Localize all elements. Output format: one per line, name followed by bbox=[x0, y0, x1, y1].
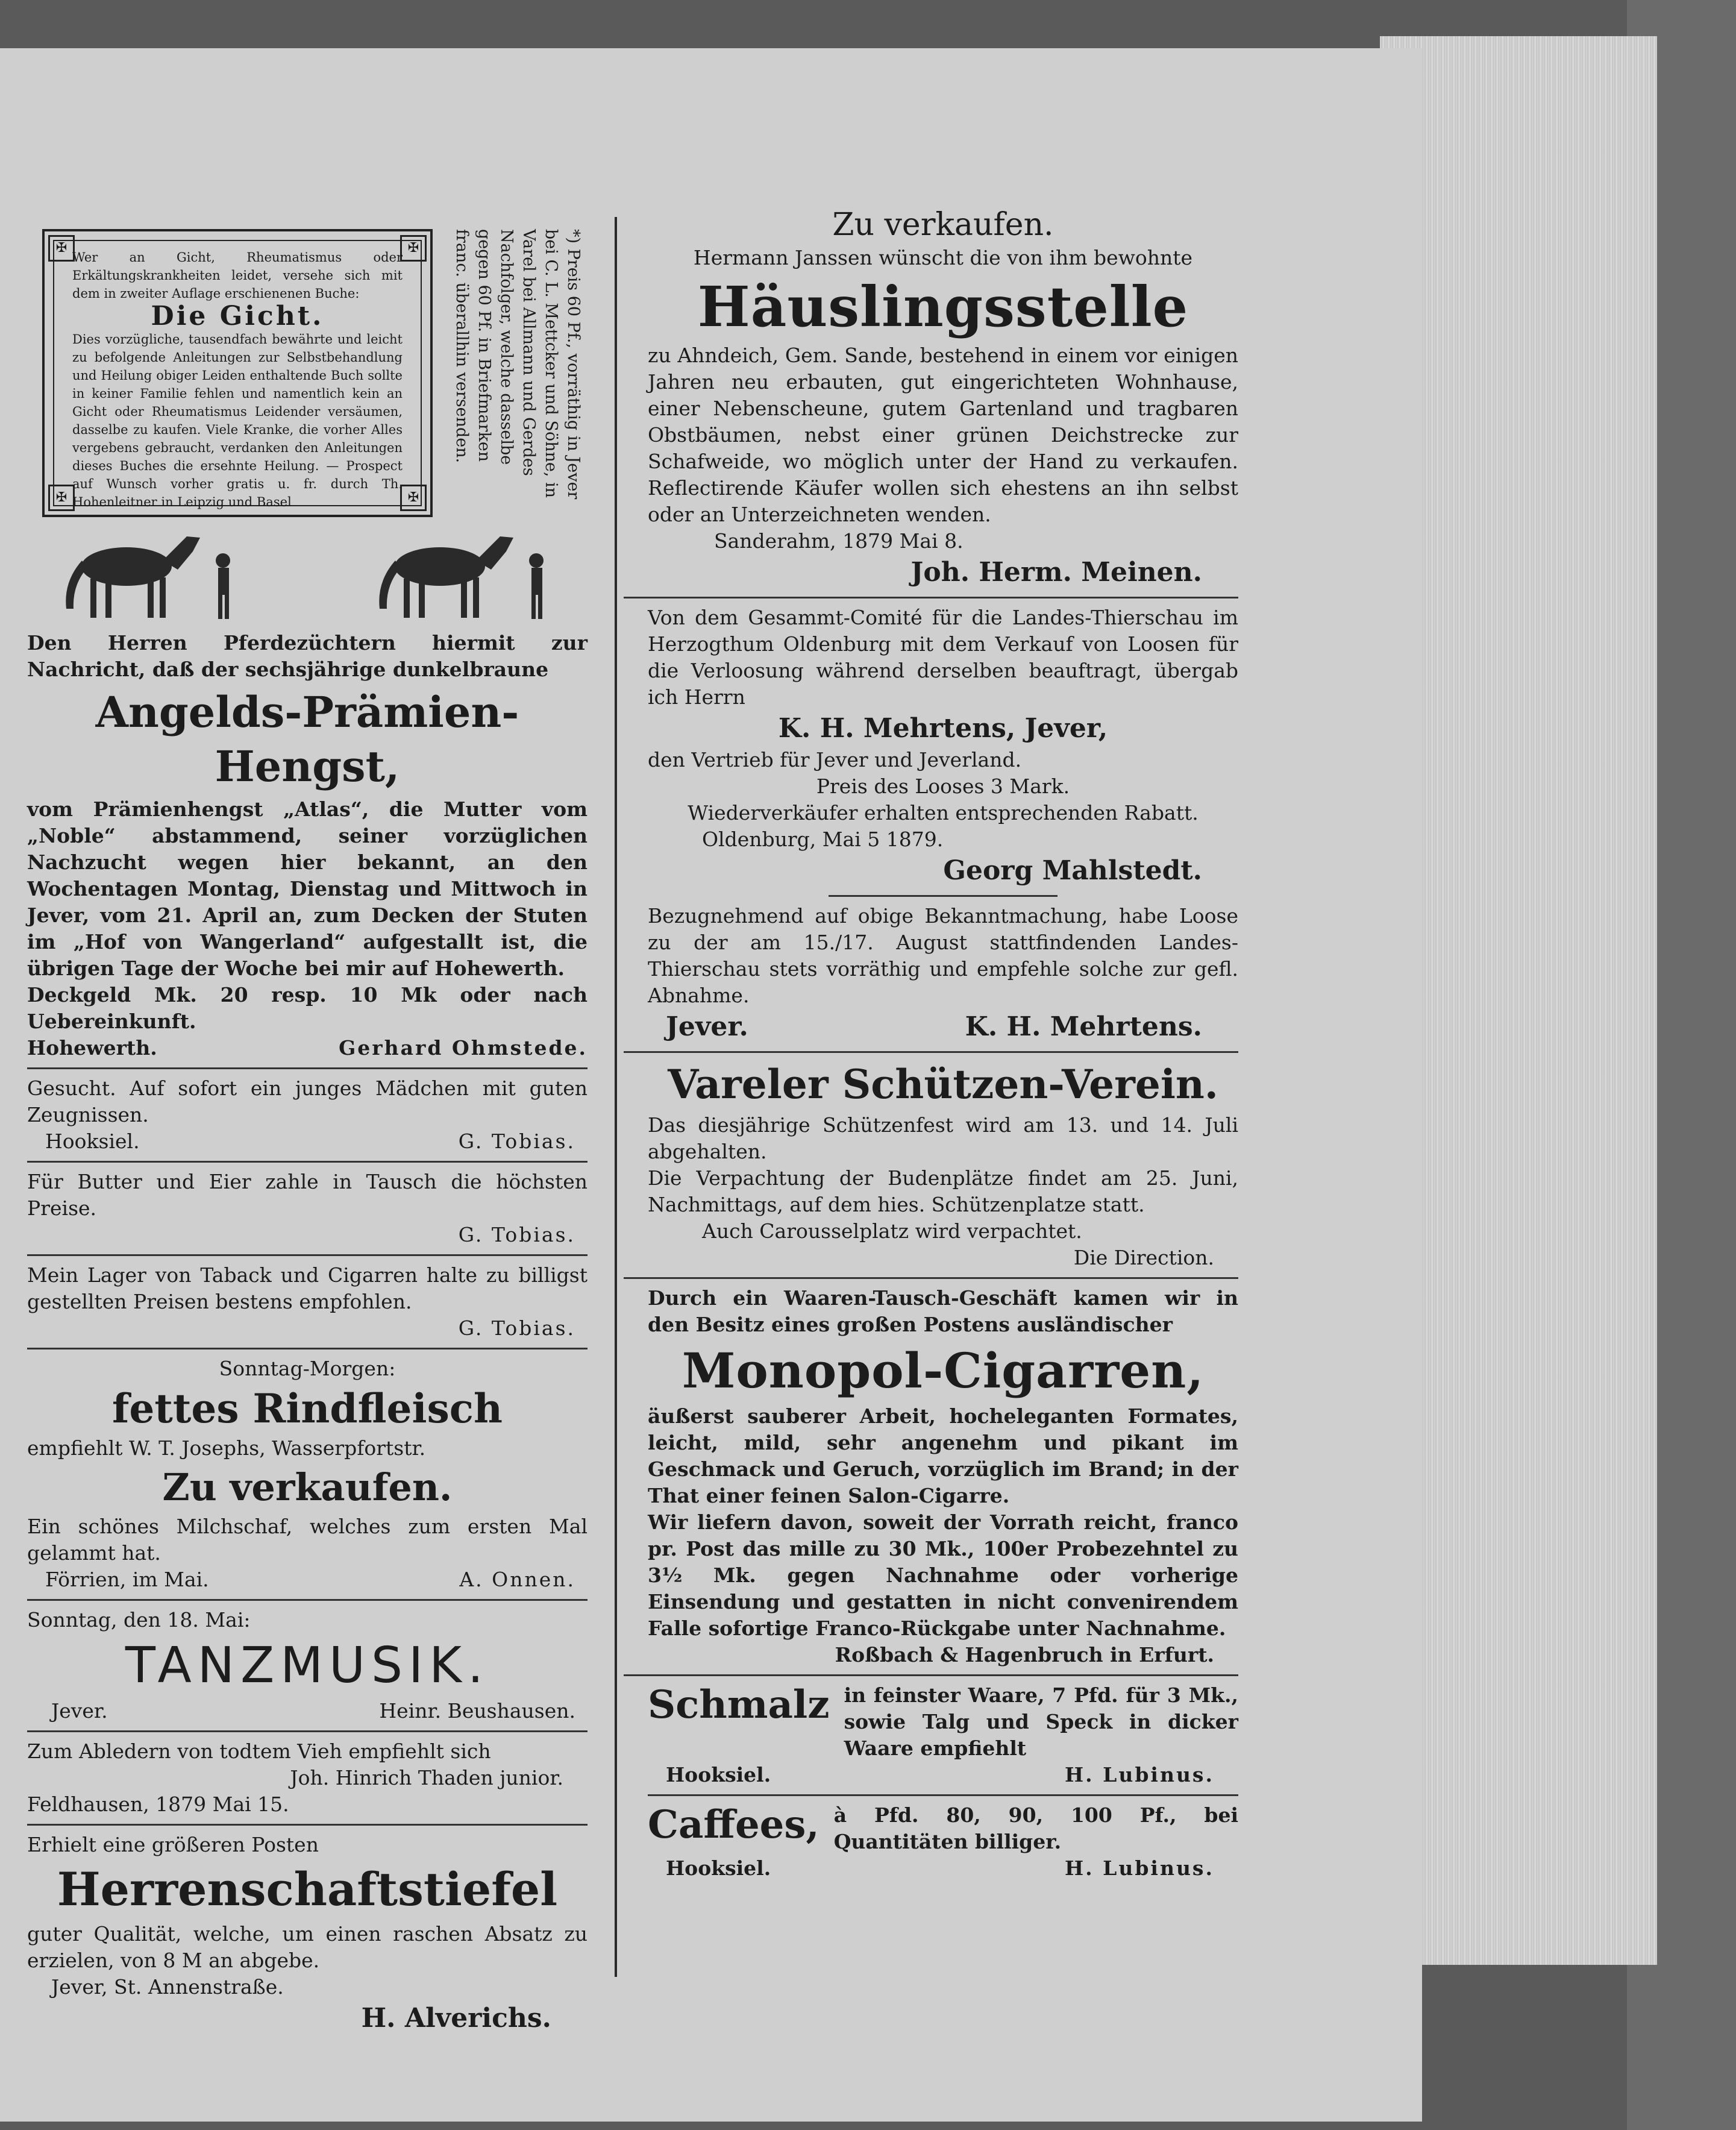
tanz-date: Sonntag, den 18. Mai: bbox=[27, 1608, 251, 1632]
stiefel-name: H. Alverichs. bbox=[361, 2003, 551, 2034]
divider bbox=[624, 1051, 1238, 1053]
hengst-name: Gerhard Ohmstede. bbox=[339, 1036, 588, 1060]
rindfleisch-post: empfiehlt W. T. Josephs, Wasserpfortstr. bbox=[27, 1436, 426, 1460]
stiefel-text: guter Qualität, welche, um einen raschen Absatz zu erzielen, von 8 M an abgebe. bbox=[27, 1922, 588, 1972]
hengst-place: Hohewerth. bbox=[27, 1036, 157, 1060]
horses-illustration bbox=[42, 524, 584, 627]
ornament-icon: ✠ bbox=[48, 485, 75, 511]
stiefel-place: Jever, St. Annenstraße. bbox=[51, 1975, 284, 1999]
schmalz-text: in feinster Waare, 7 Pfd. für 3 Mk., sowie Talg und Speck in dicker Waare empfiehlt bbox=[844, 1683, 1238, 1760]
haeusling-text: zu Ahndeich, Gem. Sande, bestehend in einem vor einigen Jahren neu erbauten, gut eingerichteten Wohnhause, einer Nebenscheune, gutem Gartenland und tragbaren Obstbäumen, nebst einer grünen Deichstrecke zur Schafweide, wo möglich unter der Hand zu verkaufen. Reflectirende Käufer wollen sich ehestens an ihn selbst oder an Unterzeichneten wenden. bbox=[648, 344, 1238, 526]
cigarren-title: Monopol-Cigarren, bbox=[682, 1342, 1205, 1399]
rindfleisch-pre: Sonntag-Morgen: bbox=[219, 1357, 396, 1380]
haeusling-name: Joh. Herm. Meinen. bbox=[910, 557, 1202, 588]
milchschaf-name: A. Onnen. bbox=[459, 1568, 575, 1591]
short-divider bbox=[829, 895, 1058, 897]
caffees-place: Hooksiel. bbox=[666, 1856, 771, 1880]
schuetzen-text2: Die Verpachtung der Budenplätze findet am 25. Juni, Nachmittags, auf dem hies. Schützenplatze statt. bbox=[648, 1166, 1238, 1216]
lose2-text: Bezugnehmend auf obige Bekanntmachung, habe Loose zu der am 15./17. August stattfindenden Landes-Thierschau stets vorräthig und empfehle solche zur gefl. Abnahme. bbox=[648, 904, 1238, 1007]
schuetzen-name: Die Direction. bbox=[1073, 1246, 1214, 1269]
caffees-name: H. Lubinus. bbox=[1064, 1856, 1214, 1880]
milchschaf-title: Zu verkaufen. bbox=[162, 1465, 453, 1509]
lose2-signature-line bbox=[648, 1009, 1238, 1045]
lose-text2: den Vertrieb für Jever und Jeverland. bbox=[648, 748, 1022, 771]
lose-place: Oldenburg, Mai 5 1879. bbox=[702, 828, 944, 851]
hengst-body: vom Prämienhengst „Atlas“, die Mutter vom „Noble“ abstammend, seiner vorzüglichen Nachzucht wegen hier bekannt, an den Wochentagen Montag, Dienstag und Mittwoch in Jever, vom 21. April an, zum Decken der Stuten im „Hof von Wangerland“ aufgestallt ist, die übrigen Tage der Woche bei mir auf Hohewerth. bbox=[27, 797, 588, 980]
hengst-intro: Den Herren Pferdezüchtern hiermit zur Nachricht, daß der sechsjährige dunkelbraune bbox=[27, 631, 588, 681]
divider bbox=[27, 1254, 588, 1256]
tanz-name: Heinr. Beushausen. bbox=[379, 1699, 575, 1723]
lose2-name: K. H. Mehrtens. bbox=[965, 1011, 1202, 1042]
tanz-title: TANZMUSIK. bbox=[125, 1637, 490, 1694]
cigarren-text2: Wir liefern davon, soweit der Vorrath reicht, franco pr. Post das mille zu 30 Mk., 100er Probezehntel zu 3½ Mk. gegen Nachnahme oder vorherige Einsendung und gestatten in nicht convenirendem Falle sofortige Franco-Rückgabe unter Nachnahme. bbox=[648, 1510, 1238, 1640]
haeusling-place: Sanderahm, 1879 Mai 8. bbox=[714, 529, 964, 553]
gicht-price-note: *) Preis 60 Pf., vorräthig in Jever bei C. L. Mettcker und Söhne, in Varel bei Allmann und Gerdes Nachfolger, welche dasselbe gegen 60 Pf. in Briefmarken franc. überallhin versenden. bbox=[453, 229, 583, 500]
schmalz-title: Schmalz bbox=[648, 1682, 830, 1727]
rindfleisch-title: fettes Rindfleisch bbox=[112, 1385, 503, 1432]
divider bbox=[648, 1794, 1238, 1796]
caffees-title: Caffees, bbox=[648, 1802, 819, 1847]
ornament-icon: ✠ bbox=[400, 235, 427, 262]
butter-text: Für Butter und Eier zahle in Tausch die höchsten Preise. bbox=[27, 1170, 588, 1220]
divider bbox=[624, 1674, 1238, 1676]
hengst-title: Angelds-Prämien-Hengst, bbox=[95, 687, 519, 791]
milchschaf-place: Förrien, im Mai. bbox=[45, 1568, 209, 1591]
stiefel-pre: Erhielt eine größeren Posten bbox=[27, 1833, 319, 1856]
schuetzen-text3: Auch Carousselplatz wird verpachtet. bbox=[702, 1219, 1082, 1243]
gicht-advert-inner bbox=[53, 240, 422, 509]
schmalz-signature-line bbox=[648, 1762, 1238, 1788]
caffees-advert bbox=[648, 1802, 1238, 1855]
vieh-name: Joh. Hinrich Thaden junior. bbox=[290, 1766, 563, 1789]
divider bbox=[27, 1824, 588, 1826]
gicht-intro: Wer an Gicht, Rheumatismus oder Erkältungskrankheiten leidet, versehe sich mit dem in zweiter Auflage erschienenen Buche: bbox=[72, 250, 403, 301]
cigarren-name: Roßbach & Hagenbruch in Erfurt. bbox=[835, 1643, 1214, 1667]
tabak-name: G. Tobias. bbox=[458, 1316, 575, 1340]
divider bbox=[27, 1348, 588, 1349]
haeusling-pre: Hermann Janssen wünscht die von ihm bewohnte bbox=[693, 246, 1193, 269]
lose-text: Von dem Gesammt-Comité für die Landes-Thierschau im Herzogthum Oldenburg mit dem Verkauf von Loosen für die Verloosung während derselben beauftragt, übergab ich Herrn bbox=[648, 606, 1238, 709]
gicht-body: Dies vorzügliche, tausendfach bewährte und leicht zu befolgende Anleitungen zur Selbstbehandlung und Heilung obiger Leiden enthaltende Buch sollte in keiner Familie fehlen und namentlich kein an Gicht oder Rheumatismus Leidender versäumen, dasselbe zu kaufen. Viele Kranke, die vorher Alles vergebens gebraucht, verdanken den Anleitungen dieses Buches die ersehnte Heilung. — Prospect auf Wunsch vorher gratis u. fr. durch Th. Hohenleitner in Leipzig und Basel bbox=[72, 332, 403, 509]
lose-agent: K. H. Mehrtens, Jever, bbox=[778, 713, 1108, 744]
ornament-icon: ✠ bbox=[48, 235, 75, 262]
schmalz-name: H. Lubinus. bbox=[1064, 1763, 1214, 1786]
gicht-title: Die Gicht. bbox=[151, 301, 324, 331]
gesucht-signature-line bbox=[27, 1128, 588, 1155]
milchschaf-text: Ein schönes Milchschaf, welches zum ersten Mal gelammt hat. bbox=[27, 1515, 588, 1565]
haeusling-title: Zu verkaufen. bbox=[832, 207, 1054, 243]
gicht-advert-box bbox=[42, 229, 433, 517]
tanz-signature-line bbox=[27, 1698, 588, 1724]
divider bbox=[27, 1161, 588, 1163]
lose-price: Preis des Looses 3 Mark. bbox=[816, 774, 1070, 798]
ornament-icon: ✠ bbox=[400, 485, 427, 511]
horse-icon bbox=[66, 536, 230, 619]
milchschaf-signature-line bbox=[27, 1566, 588, 1593]
gesucht-place: Hooksiel. bbox=[45, 1129, 140, 1153]
column-divider bbox=[615, 217, 617, 1977]
schmalz-advert bbox=[648, 1682, 1238, 1762]
caffees-signature-line bbox=[648, 1855, 1238, 1882]
stiefel-title: Herrenschaftstiefel bbox=[57, 1862, 558, 1916]
butter-name: G. Tobias. bbox=[458, 1223, 575, 1246]
gesucht-name: G. Tobias. bbox=[458, 1129, 575, 1153]
schuetzen-text1: Das diesjährige Schützenfest wird am 13. und 14. Juli abgehalten. bbox=[648, 1113, 1238, 1163]
divider bbox=[27, 1599, 588, 1601]
caffees-text: à Pfd. 80, 90, 100 Pf., bei Quantitäten billiger. bbox=[833, 1803, 1238, 1853]
divider bbox=[624, 1277, 1238, 1279]
lose-rabatt: Wiederverkäufer erhalten entsprechenden Rabatt. bbox=[688, 801, 1199, 825]
gesucht-text: Gesucht. Auf sofort ein junges Mädchen mit guten Zeugnissen. bbox=[27, 1076, 588, 1126]
tabak-text: Mein Lager von Taback und Cigarren halte zu billigst gestellten Preisen bestens empfohlen. bbox=[27, 1263, 588, 1313]
haeusling-big: Häuslingsstelle bbox=[697, 274, 1189, 339]
right-column bbox=[648, 205, 1238, 1882]
schmalz-place: Hooksiel. bbox=[666, 1763, 771, 1786]
horse-icon bbox=[379, 536, 544, 619]
left-column bbox=[27, 630, 588, 2037]
cigarren-pre: Durch ein Waaren-Tausch-Geschäft kamen wir in den Besitz eines großen Postens ausländischer bbox=[648, 1286, 1238, 1336]
vieh-place: Feldhausen, 1879 Mai 15. bbox=[27, 1792, 289, 1816]
hengst-fee: Deckgeld Mk. 20 resp. 10 Mk oder nach Uebereinkunft. bbox=[27, 983, 588, 1033]
schuetzen-title: Vareler Schützen-Verein. bbox=[668, 1061, 1218, 1108]
vieh-text: Zum Abledern von todtem Vieh empfiehlt sich bbox=[27, 1739, 491, 1763]
lose2-place: Jever. bbox=[666, 1011, 748, 1042]
hengst-signature-line bbox=[27, 1035, 588, 1061]
divider bbox=[27, 1067, 588, 1069]
divider bbox=[624, 597, 1238, 598]
cigarren-text: äußerst sauberer Arbeit, hocheleganten Formates, leicht, mild, sehr angenehm und pikant im Geschmack und Geruch, vorzüglich im Brand; in der That einer feinen Salon-Cigarre. bbox=[648, 1404, 1238, 1507]
divider bbox=[27, 1730, 588, 1732]
lose-name: Georg Mahlstedt. bbox=[943, 855, 1202, 886]
tanz-place: Jever. bbox=[51, 1699, 108, 1723]
